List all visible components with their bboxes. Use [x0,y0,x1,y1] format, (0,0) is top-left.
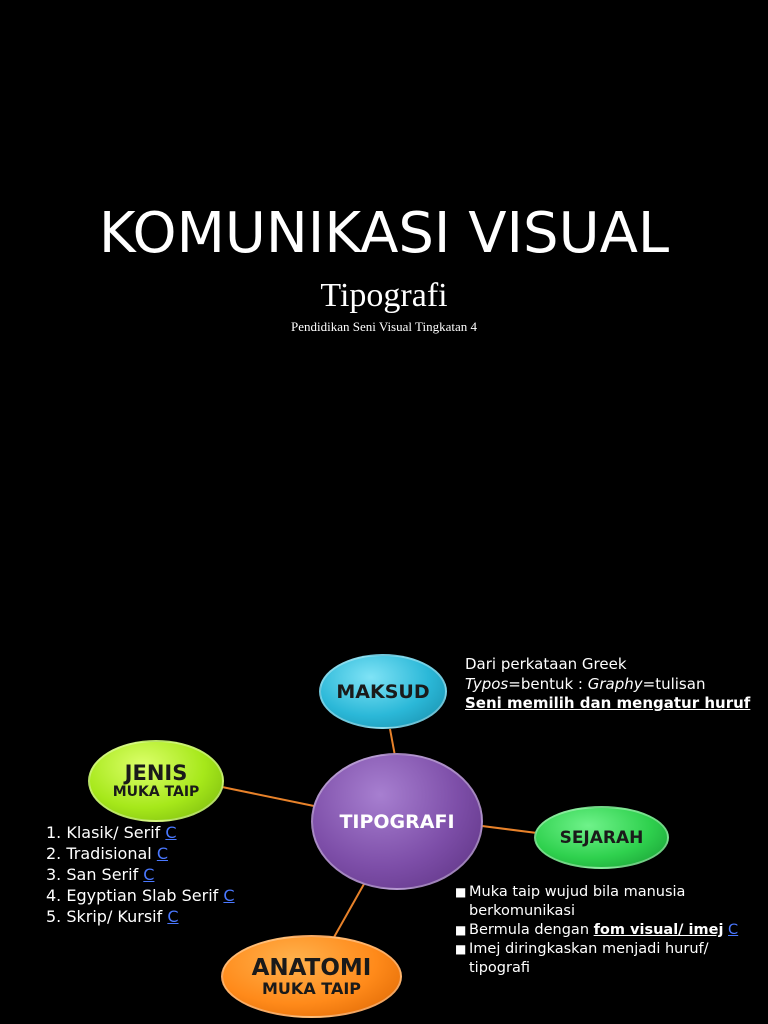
sejarah-list [455,883,755,978]
node-anatomi-label: ANATOMI [251,954,372,981]
bullet-icon: ■ [455,942,467,956]
sejarah-item-1: Muka taip wujud bila manusia berkomunikasi [469,884,686,919]
maksud-description [465,655,750,714]
list-item [46,864,235,885]
connector-jenis [222,787,314,806]
sejarah-item-2-underlined: fom visual/ imej [593,922,724,938]
sejarah-item-2-link[interactable]: C [728,922,739,938]
jenis-item-link[interactable]: C [223,886,235,905]
node-anatomi-sublabel: MUKA TAIP [262,978,361,998]
node-tipografi-center[interactable] [311,753,483,890]
slide-subtitle: Tipografi [320,277,448,314]
list-item [455,940,755,978]
list-item [46,885,235,906]
node-anatomi[interactable] [221,935,402,1018]
bullet-icon: ■ [455,885,467,899]
node-jenis-label: JENIS [124,761,188,785]
list-item [46,822,235,843]
jenis-item-text: 1. Klasik/ Serif [46,823,166,842]
maksud-typos: Typos [465,674,509,693]
jenis-item-text: 4. Egyptian Slab Serif [46,886,224,905]
node-sejarah[interactable] [534,806,669,869]
bullet-icon: ■ [455,923,467,937]
sejarah-item-2-pre: Bermula dengan [469,922,594,938]
list-item [46,906,235,927]
maksud-end: =tulisan [642,674,706,693]
jenis-item-link[interactable]: C [167,907,179,926]
jenis-list [46,822,235,927]
maksud-mid: =bentuk : [508,674,588,693]
connector-anatomi [333,884,364,939]
node-maksud-label: MAKSUD [336,680,430,703]
jenis-item-link[interactable]: C [143,865,155,884]
list-item [455,883,755,921]
slide-caption: Pendidikan Seni Visual Tingkatan 4 [290,319,478,334]
node-jenis-sublabel: MUKA TAIP [112,784,200,800]
maksud-line-3 [465,694,750,714]
connector-maksud [390,729,395,756]
jenis-item-text: 2. Tradisional [46,844,157,863]
node-sejarah-label: SEJARAH [559,827,644,848]
jenis-item-text: 5. Skrip/ Kursif [46,907,168,926]
jenis-item-text: 3. San Serif [46,865,144,884]
maksud-line-2 [465,675,750,695]
list-item [46,843,235,864]
node-jenis[interactable] [88,740,224,822]
jenis-item-link[interactable]: C [165,823,177,842]
connector-sejarah [482,826,537,833]
slide-title: KOMUNIKASI VISUAL [98,201,670,266]
sejarah-item-3: Imej diringkaskan menjadi huruf/ tipografi [469,941,709,976]
node-tipografi-label: TIPOGRAFI [339,810,455,833]
node-maksud[interactable] [319,654,447,729]
maksud-line-1: Dari perkataan Greek [465,655,627,673]
maksud-definition: Seni memilih dan mengatur huruf [465,694,751,712]
jenis-item-link[interactable]: C [156,844,168,863]
maksud-graphy: Graphy [587,674,643,693]
list-item [455,921,755,940]
